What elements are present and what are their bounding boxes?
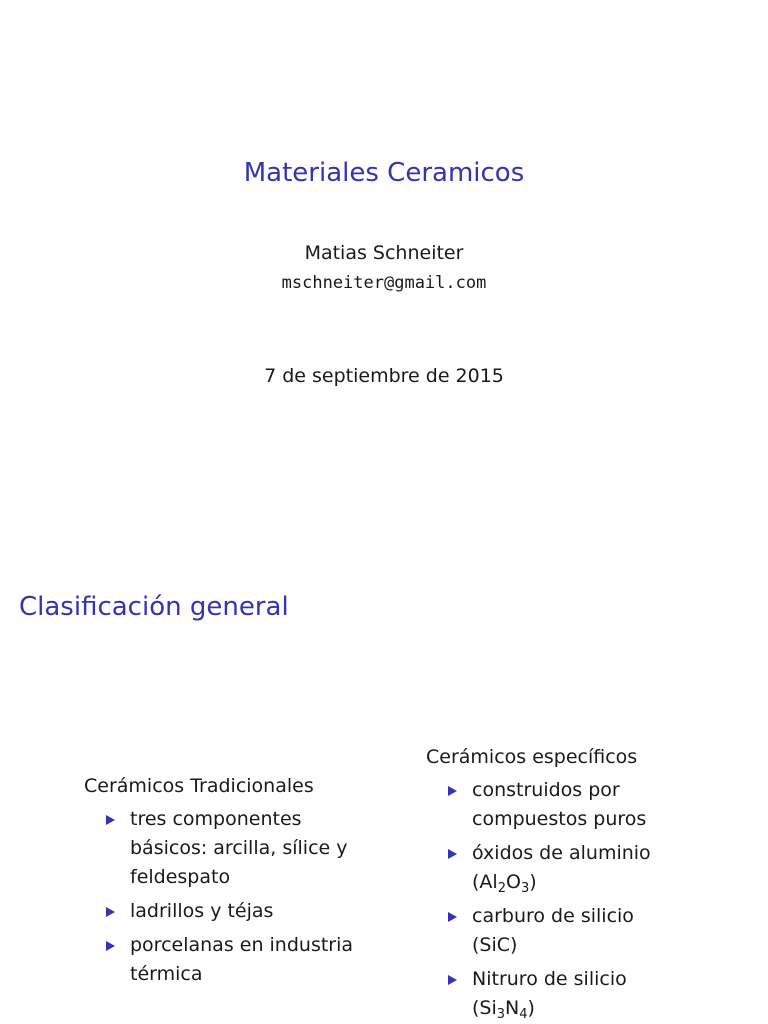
formula-part: O	[505, 871, 521, 893]
presentation-title: Materiales Ceramicos	[243, 158, 525, 188]
list-item-text: Nitruro de silicio	[472, 968, 627, 990]
formula-part: (SiC)	[472, 934, 518, 956]
column-heading: Cerámicos Tradicionales	[84, 775, 314, 797]
formula-part: )	[527, 997, 535, 1019]
list-item	[426, 902, 726, 960]
formula-subscript: 3	[520, 881, 530, 896]
triangle-bullet-icon	[106, 907, 115, 917]
formula-part: )	[529, 871, 537, 893]
list-item-text: óxidos de aluminio	[472, 842, 651, 864]
triangle-bullet-icon	[448, 975, 457, 985]
chemical-formula	[472, 934, 517, 956]
triangle-bullet-icon	[448, 786, 457, 796]
author-email: mschneiter@gmail.com	[281, 273, 487, 293]
bullet-list	[426, 776, 726, 1023]
triangle-bullet-icon	[106, 941, 115, 951]
column-heading: Cerámicos específicos	[426, 746, 638, 768]
chemical-formula	[472, 871, 537, 896]
specific-ceramics-column	[426, 743, 726, 1024]
formula-part: (Al	[472, 871, 498, 893]
chemical-formula	[472, 997, 535, 1022]
triangle-bullet-icon	[448, 849, 457, 859]
list-item	[426, 839, 726, 897]
list-item-text: carburo de silicio	[472, 905, 634, 927]
triangle-bullet-icon	[106, 815, 115, 825]
author-name: Matias Schneiter	[304, 242, 464, 264]
list-item	[84, 805, 384, 892]
list-item	[426, 776, 726, 834]
bullet-list	[84, 805, 384, 989]
formula-subscript: 3	[496, 1007, 506, 1022]
triangle-bullet-icon	[448, 912, 457, 922]
list-item-text: tres componentes básicos: arcilla, sílice y feldespato	[130, 808, 348, 888]
frame-title: Clasificación general	[19, 592, 289, 622]
traditional-ceramics-column	[84, 772, 384, 994]
list-item-text: ladrillos y téjas	[130, 900, 274, 922]
formula-subscript: 4	[519, 1007, 528, 1022]
presentation-date: 7 de septiembre de 2015	[264, 365, 504, 387]
list-item-text: porcelanas en industria térmica	[130, 934, 354, 985]
list-item	[84, 897, 384, 926]
list-item-text: construidos por compuestos puros	[472, 779, 647, 830]
formula-part: (Si	[472, 997, 497, 1019]
content-slide	[0, 576, 768, 1024]
list-item	[84, 931, 384, 989]
list-item	[426, 965, 726, 1023]
formula-part: N	[505, 997, 520, 1019]
formula-subscript: 2	[497, 881, 506, 896]
